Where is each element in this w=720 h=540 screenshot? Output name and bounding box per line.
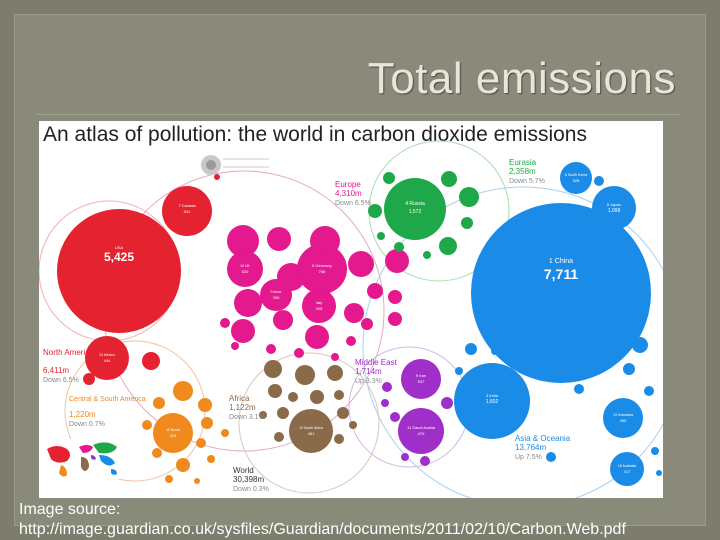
region-europe-name: Europe [335, 180, 361, 189]
australia-tag: 15 Australia [617, 464, 637, 468]
poster-title: An atlas of pollution: the world in carbon dioxide emissions [43, 123, 587, 146]
region-asia-total: 13,764m [515, 443, 547, 452]
iran-tag: 9 Iran [415, 373, 427, 378]
iran-value: 537 [417, 379, 425, 384]
china-value: 7,711 [543, 266, 579, 282]
italy-value: 408 [315, 306, 323, 311]
image-source-caption [19, 500, 626, 540]
eurasia-bubbles [368, 171, 479, 259]
korea-tag: 8 South Korea [564, 173, 588, 177]
japan-value: 1,098 [607, 208, 621, 214]
france-value: 396 [272, 295, 280, 300]
russia-value: 1,572 [408, 209, 422, 215]
region-na-total: 6,411m [43, 366, 70, 375]
uk-tag: 10 UK [240, 264, 250, 268]
slide-title: Total emissions [367, 54, 676, 103]
japan-tag: 5 Japan [606, 202, 622, 207]
china-tag: 1 China [548, 258, 574, 265]
pollution-atlas-image [39, 121, 663, 498]
region-europe-total: 4,310m [335, 189, 362, 198]
india-value: 1,602 [485, 399, 499, 405]
brazil-tag: 10 Brazil [166, 428, 180, 432]
region-me-total: 1,714m [355, 367, 382, 376]
russia-tag: 4 Russia [405, 201, 425, 207]
saudi-value: 470 [417, 431, 425, 436]
region-csa-change: Down 0.7% [69, 421, 105, 428]
usa-value: 5,425 [103, 250, 135, 264]
italy-tag: Italy [315, 301, 323, 305]
india-tag: 3 India [485, 393, 499, 398]
region-eurasia-name: Eurasia [509, 158, 537, 167]
indonesia-tag: 13 Indonesia [612, 413, 634, 417]
region-world-name: World [233, 466, 254, 475]
region-me-change: Up 3.3% [355, 378, 382, 385]
region-africa-total: 1,122m [229, 403, 256, 412]
south-africa-value: 451 [307, 431, 315, 436]
south-america-bubbles [142, 381, 229, 484]
canada-value: 541 [183, 209, 191, 214]
region-me-name: Middle East [355, 358, 397, 367]
region-eurasia-change: Down 5.7% [509, 178, 545, 185]
brazil-value: 424 [169, 433, 177, 438]
region-asia-name: Asia & Oceania [515, 434, 571, 443]
bubble-map [39, 121, 663, 498]
region-africa-change: Down 3.1% [229, 414, 265, 421]
germany-tag: 6 Germany [312, 263, 332, 268]
africa-bubbles [259, 360, 357, 453]
region-asia-change: Up 7.5% [515, 454, 542, 461]
region-na-name: North America [43, 348, 94, 357]
region-world-change: Down 0.3% [233, 486, 269, 493]
south-africa-tag: 12 South Africa [299, 426, 323, 430]
canada-tag: 7 Canada [178, 203, 196, 208]
caption-url: http://image.guardian.co.uk/sysfiles/Guardian/documents/2011/02/10/Carbon.Web.pdf [19, 521, 626, 538]
region-world-total: 30,398m [233, 475, 265, 484]
usa-tag: USA [114, 245, 124, 250]
world-map-thumbnail [43, 439, 123, 479]
france-tag: France [270, 290, 282, 294]
region-csa-name: Central & South America [69, 396, 146, 403]
region-africa-name: Africa [229, 394, 250, 403]
uk-value: 520 [241, 269, 249, 274]
region-europe-change: Down 6.5% [335, 200, 371, 207]
region-csa-total: 1,220m [69, 410, 96, 419]
region-eurasia-total: 2,358m [509, 167, 536, 176]
mexico-value: 444 [103, 358, 111, 363]
mexico-tag: 13 Mexico [99, 353, 115, 357]
saudi-tag: 11 Saudi Arabia [407, 425, 435, 430]
germany-value: 766 [318, 269, 326, 274]
indonesia-value: 465 [619, 418, 627, 423]
korea-value: 528 [572, 178, 580, 183]
title-divider [36, 114, 680, 115]
size-legend [201, 155, 269, 180]
caption-label: Image source: [19, 501, 121, 518]
region-na-change: Down 6.5% [43, 377, 79, 384]
australia-value: 417 [623, 469, 631, 474]
